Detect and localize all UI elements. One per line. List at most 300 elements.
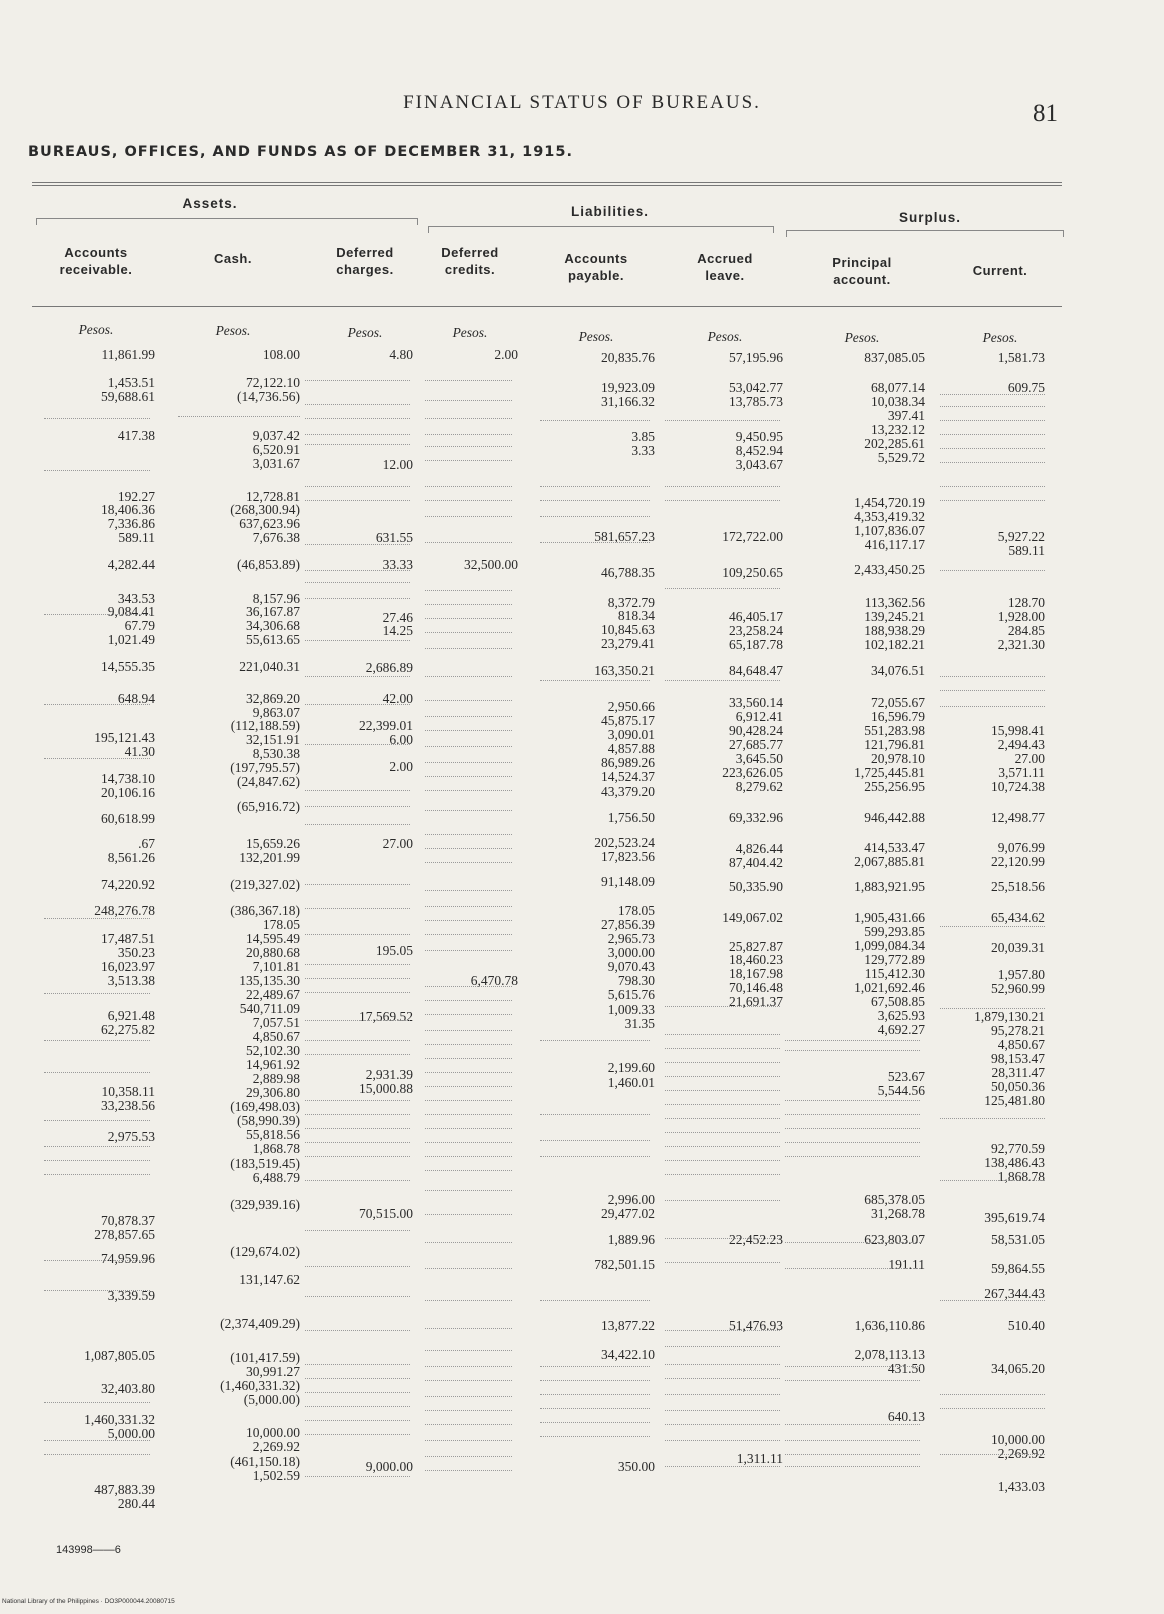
table-cell: 10,038.34	[871, 394, 925, 409]
dotted-leader	[425, 1170, 512, 1171]
table-cell: 487,883.39	[94, 1482, 155, 1497]
dotted-leader	[425, 834, 512, 835]
dotted-leader	[425, 1424, 512, 1425]
table-cell: 223,626.05	[722, 765, 783, 780]
dotted-leader	[665, 680, 780, 681]
table-cell: 195,121.43	[94, 730, 155, 745]
dotted-leader	[665, 1424, 780, 1425]
table-cell: 11,861.99	[101, 347, 155, 362]
table-cell: 3,043.67	[735, 457, 783, 472]
dotted-leader	[665, 1034, 780, 1035]
column-header-deferred-charges: Deferred charges.	[336, 245, 394, 277]
table-cell: 92,770.59	[991, 1141, 1045, 1156]
table-cell: 45,875.17	[601, 713, 655, 728]
table-cell: 5,615.76	[607, 987, 655, 1002]
table-cell: 10,000.00	[991, 1432, 1045, 1447]
dotted-leader	[178, 416, 300, 417]
table-cell: 17,823.56	[601, 849, 655, 864]
table-cell: 3,625.93	[877, 1008, 925, 1023]
dotted-leader	[425, 1410, 512, 1411]
dotted-leader	[305, 404, 410, 405]
table-cell: 42.00	[382, 691, 413, 706]
table-cell: 9,450.95	[735, 429, 783, 444]
dotted-leader	[425, 716, 512, 717]
table-cell: 417.38	[117, 428, 155, 443]
page-number: 81	[1033, 100, 1058, 127]
dotted-leader	[940, 1454, 1045, 1455]
dotted-leader	[305, 1230, 410, 1231]
column-unit-principal-account: Pesos.	[844, 330, 880, 345]
dotted-leader	[425, 632, 512, 633]
table-cell: 818.34	[617, 608, 655, 623]
table-cell: 13,877.22	[601, 1318, 655, 1333]
table-cell: 131,147.62	[239, 1272, 300, 1287]
column-header-principal-account: Principal account.	[832, 255, 892, 287]
table-cell: 3,645.50	[735, 751, 783, 766]
table-cell: 14,738.10	[101, 771, 155, 786]
column-header-cash: Cash.	[214, 251, 252, 266]
table-cell: 1,107,836.07	[854, 523, 925, 538]
dotted-leader	[44, 1402, 150, 1403]
table-cell: 67,508.85	[871, 994, 925, 1009]
table-cell: .67	[138, 836, 155, 851]
table-subtitle: BUREAUS, OFFICES, AND FUNDS AS OF DECEMBER 31, 1915.	[28, 144, 573, 160]
table-cell: 109,250.65	[722, 565, 783, 580]
dotted-leader	[305, 1020, 410, 1021]
table-cell: 6,520.91	[252, 442, 300, 457]
dotted-leader	[425, 500, 512, 501]
table-cell: 72,122.10	[246, 375, 300, 390]
top-rule-double	[32, 185, 1062, 186]
dotted-leader	[540, 1300, 650, 1301]
dotted-leader	[305, 790, 410, 791]
table-cell: 2,996.00	[607, 1192, 655, 1207]
table-cell: 343.53	[117, 591, 155, 606]
dotted-leader	[425, 516, 512, 517]
table-cell: 20,835.76	[601, 350, 655, 365]
table-cell: 1,099,084.34	[854, 938, 925, 953]
table-cell: 191.11	[888, 1257, 925, 1272]
dotted-leader	[425, 648, 512, 649]
table-cell: 57,195.96	[729, 350, 783, 365]
table-cell: (46,853.89)	[237, 557, 300, 572]
table-cell: 4,282.44	[107, 557, 155, 572]
table-cell: 32,869.20	[246, 691, 300, 706]
dotted-leader	[665, 420, 780, 421]
table-cell: 2,965.73	[607, 931, 655, 946]
table-cell: 782,501.15	[594, 1257, 655, 1272]
dotted-leader	[540, 1040, 650, 1041]
table-cell: (219,327.02)	[230, 877, 300, 892]
dotted-leader	[425, 1100, 512, 1101]
table-cell: 36,167.87	[246, 604, 300, 619]
table-cell: 74,220.92	[101, 877, 155, 892]
dotted-leader	[44, 758, 150, 759]
table-cell: 41.30	[124, 744, 155, 759]
table-cell: 4,353,419.32	[854, 509, 925, 524]
table-cell: 2,686.89	[365, 660, 413, 675]
dotted-leader	[425, 618, 512, 619]
dotted-leader	[665, 1160, 780, 1161]
table-cell: 350.23	[117, 945, 155, 960]
dotted-leader	[425, 1300, 512, 1301]
dotted-leader	[540, 420, 650, 421]
table-cell: 15,998.41	[991, 723, 1045, 738]
table-cell: 95,278.21	[991, 1023, 1045, 1038]
dotted-leader	[425, 1128, 512, 1129]
table-cell: 7,057.51	[252, 1015, 300, 1030]
table-cell: 5,000.00	[107, 1426, 155, 1441]
dotted-leader	[665, 1378, 780, 1379]
top-rule	[32, 182, 1062, 183]
dotted-leader	[425, 950, 512, 951]
dotted-leader	[425, 1190, 512, 1191]
table-cell: 523.67	[887, 1069, 925, 1084]
table-cell: 13,232.12	[871, 422, 925, 437]
printer-signature: 143998——6	[56, 1544, 121, 1556]
table-cell: 33,238.56	[101, 1098, 155, 1113]
table-cell: (5,000.00)	[243, 1392, 300, 1407]
dotted-leader	[785, 1454, 920, 1455]
table-cell: 16,023.97	[101, 959, 155, 974]
dotted-leader	[665, 1394, 780, 1395]
table-cell: 6,470.78	[470, 973, 518, 988]
dotted-leader	[940, 420, 1045, 421]
table-cell: 27.46	[382, 610, 413, 625]
column-header-accrued-leave: Accrued leave.	[697, 251, 753, 283]
table-cell: 68,077.14	[871, 380, 925, 395]
table-cell: 70,515.00	[359, 1206, 413, 1221]
table-cell: 19,923.09	[601, 380, 655, 395]
table-cell: 1,454,720.19	[854, 495, 925, 510]
dotted-leader	[940, 690, 1045, 691]
table-cell: 65,434.62	[991, 910, 1045, 925]
table-cell: (197,795.57)	[230, 760, 300, 775]
dotted-leader	[425, 790, 512, 791]
running-title: FINANCIAL STATUS OF BUREAUS.	[403, 92, 761, 113]
dotted-leader	[665, 1262, 780, 1263]
dotted-leader	[305, 1128, 410, 1129]
group-liabilities: Liabilities.	[570, 204, 650, 219]
table-cell: 5,927.22	[997, 529, 1045, 544]
dotted-leader	[44, 470, 150, 471]
table-cell: 798.30	[617, 973, 655, 988]
table-cell: 637,623.96	[239, 516, 300, 531]
table-cell: 9,076.99	[997, 840, 1045, 855]
dotted-leader	[305, 1434, 410, 1435]
table-cell: 202,523.24	[594, 835, 655, 850]
table-cell: 69,332.96	[729, 810, 783, 825]
table-cell: 14,595.49	[246, 931, 300, 946]
dotted-leader	[425, 810, 512, 811]
table-cell: 128.70	[1007, 595, 1045, 610]
dotted-leader	[665, 1346, 780, 1347]
dotted-leader	[425, 1014, 512, 1015]
table-cell: 87,404.42	[729, 855, 783, 870]
dotted-leader	[305, 1330, 410, 1331]
table-cell: 1,581.73	[997, 350, 1045, 365]
dotted-leader	[305, 1392, 410, 1393]
dotted-leader	[665, 1410, 780, 1411]
table-cell: 29,306.80	[246, 1085, 300, 1100]
table-cell: 2,321.30	[997, 637, 1045, 652]
dotted-leader	[305, 704, 410, 705]
dotted-leader	[785, 1128, 920, 1129]
table-cell: 350.00	[617, 1459, 655, 1474]
table-cell: 2,889.98	[252, 1071, 300, 1086]
dotted-leader	[44, 704, 150, 705]
dotted-leader	[665, 1440, 780, 1441]
table-cell: 4,692.27	[877, 1022, 925, 1037]
table-cell: 255,256.95	[864, 779, 925, 794]
table-cell: 139,245.21	[864, 609, 925, 624]
dotted-leader	[305, 1180, 410, 1181]
dotted-leader	[44, 1120, 150, 1121]
table-cell: 1,868.78	[252, 1141, 300, 1156]
table-cell: 1,883,921.95	[854, 879, 925, 894]
dotted-leader	[785, 1440, 920, 1441]
table-cell: 59,688.61	[101, 389, 155, 404]
dotted-leader	[425, 1328, 512, 1329]
table-cell: 8,157.96	[252, 591, 300, 606]
table-cell: 13,785.73	[729, 394, 783, 409]
dotted-leader	[665, 1330, 780, 1331]
dotted-leader	[665, 1466, 780, 1467]
table-cell: 163,350.21	[594, 663, 655, 678]
table-cell: 90,428.24	[729, 723, 783, 738]
table-cell: 50,050.36	[991, 1079, 1045, 1094]
dotted-leader	[665, 1062, 780, 1063]
table-cell: 2,494.43	[997, 737, 1045, 752]
table-cell: 20,978.10	[871, 751, 925, 766]
table-cell: 50,335.90	[729, 879, 783, 894]
table-cell: (65,916.72)	[237, 799, 300, 814]
dotted-leader	[425, 1396, 512, 1397]
table-cell: 685,378.05	[864, 1192, 925, 1207]
table-cell: 8,452.94	[735, 443, 783, 458]
table-cell: 27,685.77	[729, 737, 783, 752]
table-cell: 51,476.93	[729, 1318, 783, 1333]
dotted-leader	[425, 486, 512, 487]
table-cell: 1,889.96	[607, 1232, 655, 1247]
dotted-leader	[665, 1090, 780, 1091]
table-cell: 5,544.56	[877, 1083, 925, 1098]
dotted-leader	[785, 1156, 920, 1157]
table-cell: 2,078,113.13	[854, 1347, 925, 1362]
dotted-leader	[540, 1140, 650, 1141]
column-header-accounts-payable: Accounts payable.	[564, 251, 628, 283]
table-cell: 113,362.56	[864, 595, 925, 610]
table-cell: (386,367.18)	[230, 903, 300, 918]
table-cell: 25,827.87	[729, 939, 783, 954]
dotted-leader	[44, 1290, 150, 1291]
dotted-leader	[540, 1380, 650, 1381]
table-cell: 55,613.65	[246, 632, 300, 647]
dotted-leader	[425, 542, 512, 543]
dotted-leader	[540, 516, 650, 517]
table-cell: 18,167.98	[729, 966, 783, 981]
dotted-leader	[540, 680, 650, 681]
table-cell: 27.00	[1014, 751, 1045, 766]
dotted-leader	[785, 1114, 920, 1115]
table-cell: 14,524.37	[601, 769, 655, 784]
table-cell: 70,146.48	[729, 980, 783, 995]
table-cell: 34,422.10	[601, 1347, 655, 1362]
dotted-leader	[305, 824, 410, 825]
dotted-leader	[425, 1214, 512, 1215]
table-cell: 65,187.78	[729, 637, 783, 652]
table-cell: 9,070.43	[607, 959, 655, 974]
dotted-leader	[665, 1238, 780, 1239]
table-cell: 395,619.74	[984, 1210, 1045, 1225]
dotted-leader	[425, 762, 512, 763]
table-cell: 18,406.36	[101, 502, 155, 517]
dotted-leader	[785, 1142, 920, 1143]
table-cell: 29,477.02	[601, 1206, 655, 1221]
table-cell: 31.35	[624, 1016, 655, 1031]
table-cell: 1,311.11	[736, 1451, 783, 1466]
table-cell: 74,959.96	[101, 1251, 155, 1266]
table-cell: 540,711.09	[239, 1001, 300, 1016]
dotted-leader	[305, 806, 410, 807]
dotted-leader	[425, 746, 512, 747]
dotted-leader	[425, 418, 512, 419]
table-cell: 67.79	[124, 618, 155, 633]
table-cell: (268,300.94)	[230, 502, 300, 517]
table-cell: 1,928.00	[997, 609, 1045, 624]
table-cell: 115,412.30	[864, 966, 925, 981]
table-cell: 5,529.72	[877, 450, 925, 465]
dotted-leader	[425, 604, 512, 605]
dotted-leader	[665, 486, 780, 487]
dotted-leader	[425, 700, 512, 701]
dotted-leader	[425, 1380, 512, 1381]
dotted-leader	[425, 1366, 512, 1367]
table-cell: 1,460.01	[607, 1075, 655, 1090]
dotted-leader	[540, 542, 650, 543]
table-cell: 178.05	[262, 917, 300, 932]
table-cell: 195.05	[375, 943, 413, 958]
table-cell: 178.05	[617, 903, 655, 918]
table-cell: 14.25	[382, 623, 413, 638]
dotted-leader	[785, 1466, 920, 1467]
table-cell: 1,957.80	[997, 967, 1045, 982]
table-cell: 589.11	[1008, 543, 1045, 558]
dotted-leader	[665, 1200, 780, 1201]
column-unit-cash: Pesos.	[215, 323, 251, 338]
dotted-leader	[785, 1380, 920, 1381]
table-cell: 3.85	[631, 429, 655, 444]
table-cell: 28,311.47	[991, 1065, 1045, 1080]
table-cell: 3,513.38	[107, 973, 155, 988]
dotted-leader	[44, 1260, 150, 1261]
table-cell: 60,618.99	[101, 811, 155, 826]
dotted-leader	[940, 434, 1045, 435]
dotted-leader	[425, 1268, 512, 1269]
dotted-leader	[305, 744, 410, 745]
table-cell: 22,399.01	[359, 718, 413, 733]
table-cell: (14,736.56)	[237, 389, 300, 404]
dotted-leader	[425, 890, 512, 891]
dotted-leader	[44, 1146, 150, 1147]
table-cell: 192.27	[117, 489, 155, 504]
dotted-leader	[425, 1044, 512, 1045]
dotted-leader	[785, 1040, 920, 1041]
column-unit-deferred-credits: Pesos.	[452, 325, 488, 340]
dotted-leader	[540, 1422, 650, 1423]
table-cell: 34,306.68	[246, 618, 300, 633]
dotted-leader	[665, 1174, 780, 1175]
dotted-leader	[940, 394, 1045, 395]
dotted-leader	[305, 1054, 410, 1055]
table-cell: 12.00	[382, 457, 413, 472]
table-cell: (183,519.45)	[230, 1156, 300, 1171]
table-cell: 7,676.38	[252, 530, 300, 545]
dotted-leader	[425, 1440, 512, 1441]
dotted-leader	[665, 500, 780, 501]
dotted-leader	[305, 1420, 410, 1421]
table-cell: 30,991.27	[246, 1364, 300, 1379]
dotted-leader	[540, 1156, 650, 1157]
dotted-leader	[44, 1072, 150, 1073]
table-cell: 132,201.99	[239, 850, 300, 865]
table-cell: 22,452.23	[729, 1232, 783, 1247]
table-cell: (24,847.62)	[237, 774, 300, 789]
table-cell: 2,269.92	[252, 1439, 300, 1454]
table-cell: 640.13	[887, 1409, 925, 1424]
table-cell: 70,878.37	[101, 1213, 155, 1228]
table-cell: 9,863.07	[252, 705, 300, 720]
table-cell: 609.75	[1007, 380, 1045, 395]
dotted-leader	[44, 614, 150, 615]
table-cell: 2,950.66	[607, 699, 655, 714]
table-cell: 8,279.62	[735, 779, 783, 794]
dotted-leader	[425, 1030, 512, 1031]
table-cell: 8,561.26	[107, 850, 155, 865]
dotted-leader	[425, 1058, 512, 1059]
dotted-leader	[425, 730, 512, 731]
dotted-leader	[940, 500, 1045, 501]
dotted-leader	[44, 1454, 150, 1455]
table-cell: 58,531.05	[991, 1232, 1045, 1247]
dotted-leader	[540, 1394, 650, 1395]
dotted-leader	[425, 1242, 512, 1243]
dotted-leader	[305, 1114, 410, 1115]
dotted-leader	[44, 1440, 150, 1441]
dotted-leader	[425, 590, 512, 591]
table-cell: 648.94	[117, 691, 155, 706]
table-cell: 15,000.88	[359, 1081, 413, 1096]
table-cell: 32,500.00	[464, 557, 518, 572]
table-cell: 17,569.52	[359, 1009, 413, 1024]
table-cell: 1,453.51	[107, 375, 155, 390]
dotted-leader	[305, 486, 410, 487]
table-cell: 43,379.20	[601, 784, 655, 799]
table-cell: 20,106.16	[101, 785, 155, 800]
dotted-leader	[425, 1350, 512, 1351]
table-cell: 1,905,431.66	[854, 910, 925, 925]
table-cell: 72,055.67	[871, 695, 925, 710]
dotted-leader	[305, 992, 410, 993]
table-cell: 3,339.59	[107, 1288, 155, 1303]
dotted-leader	[940, 1008, 1045, 1009]
table-cell: 4,850.67	[252, 1029, 300, 1044]
table-cell: 98,153.47	[991, 1051, 1045, 1066]
table-cell: 10,358.11	[101, 1084, 155, 1099]
table-cell: 2.00	[494, 347, 518, 362]
table-cell: 25,518.56	[991, 879, 1045, 894]
table-cell: (2,374,409.29)	[220, 1316, 300, 1331]
